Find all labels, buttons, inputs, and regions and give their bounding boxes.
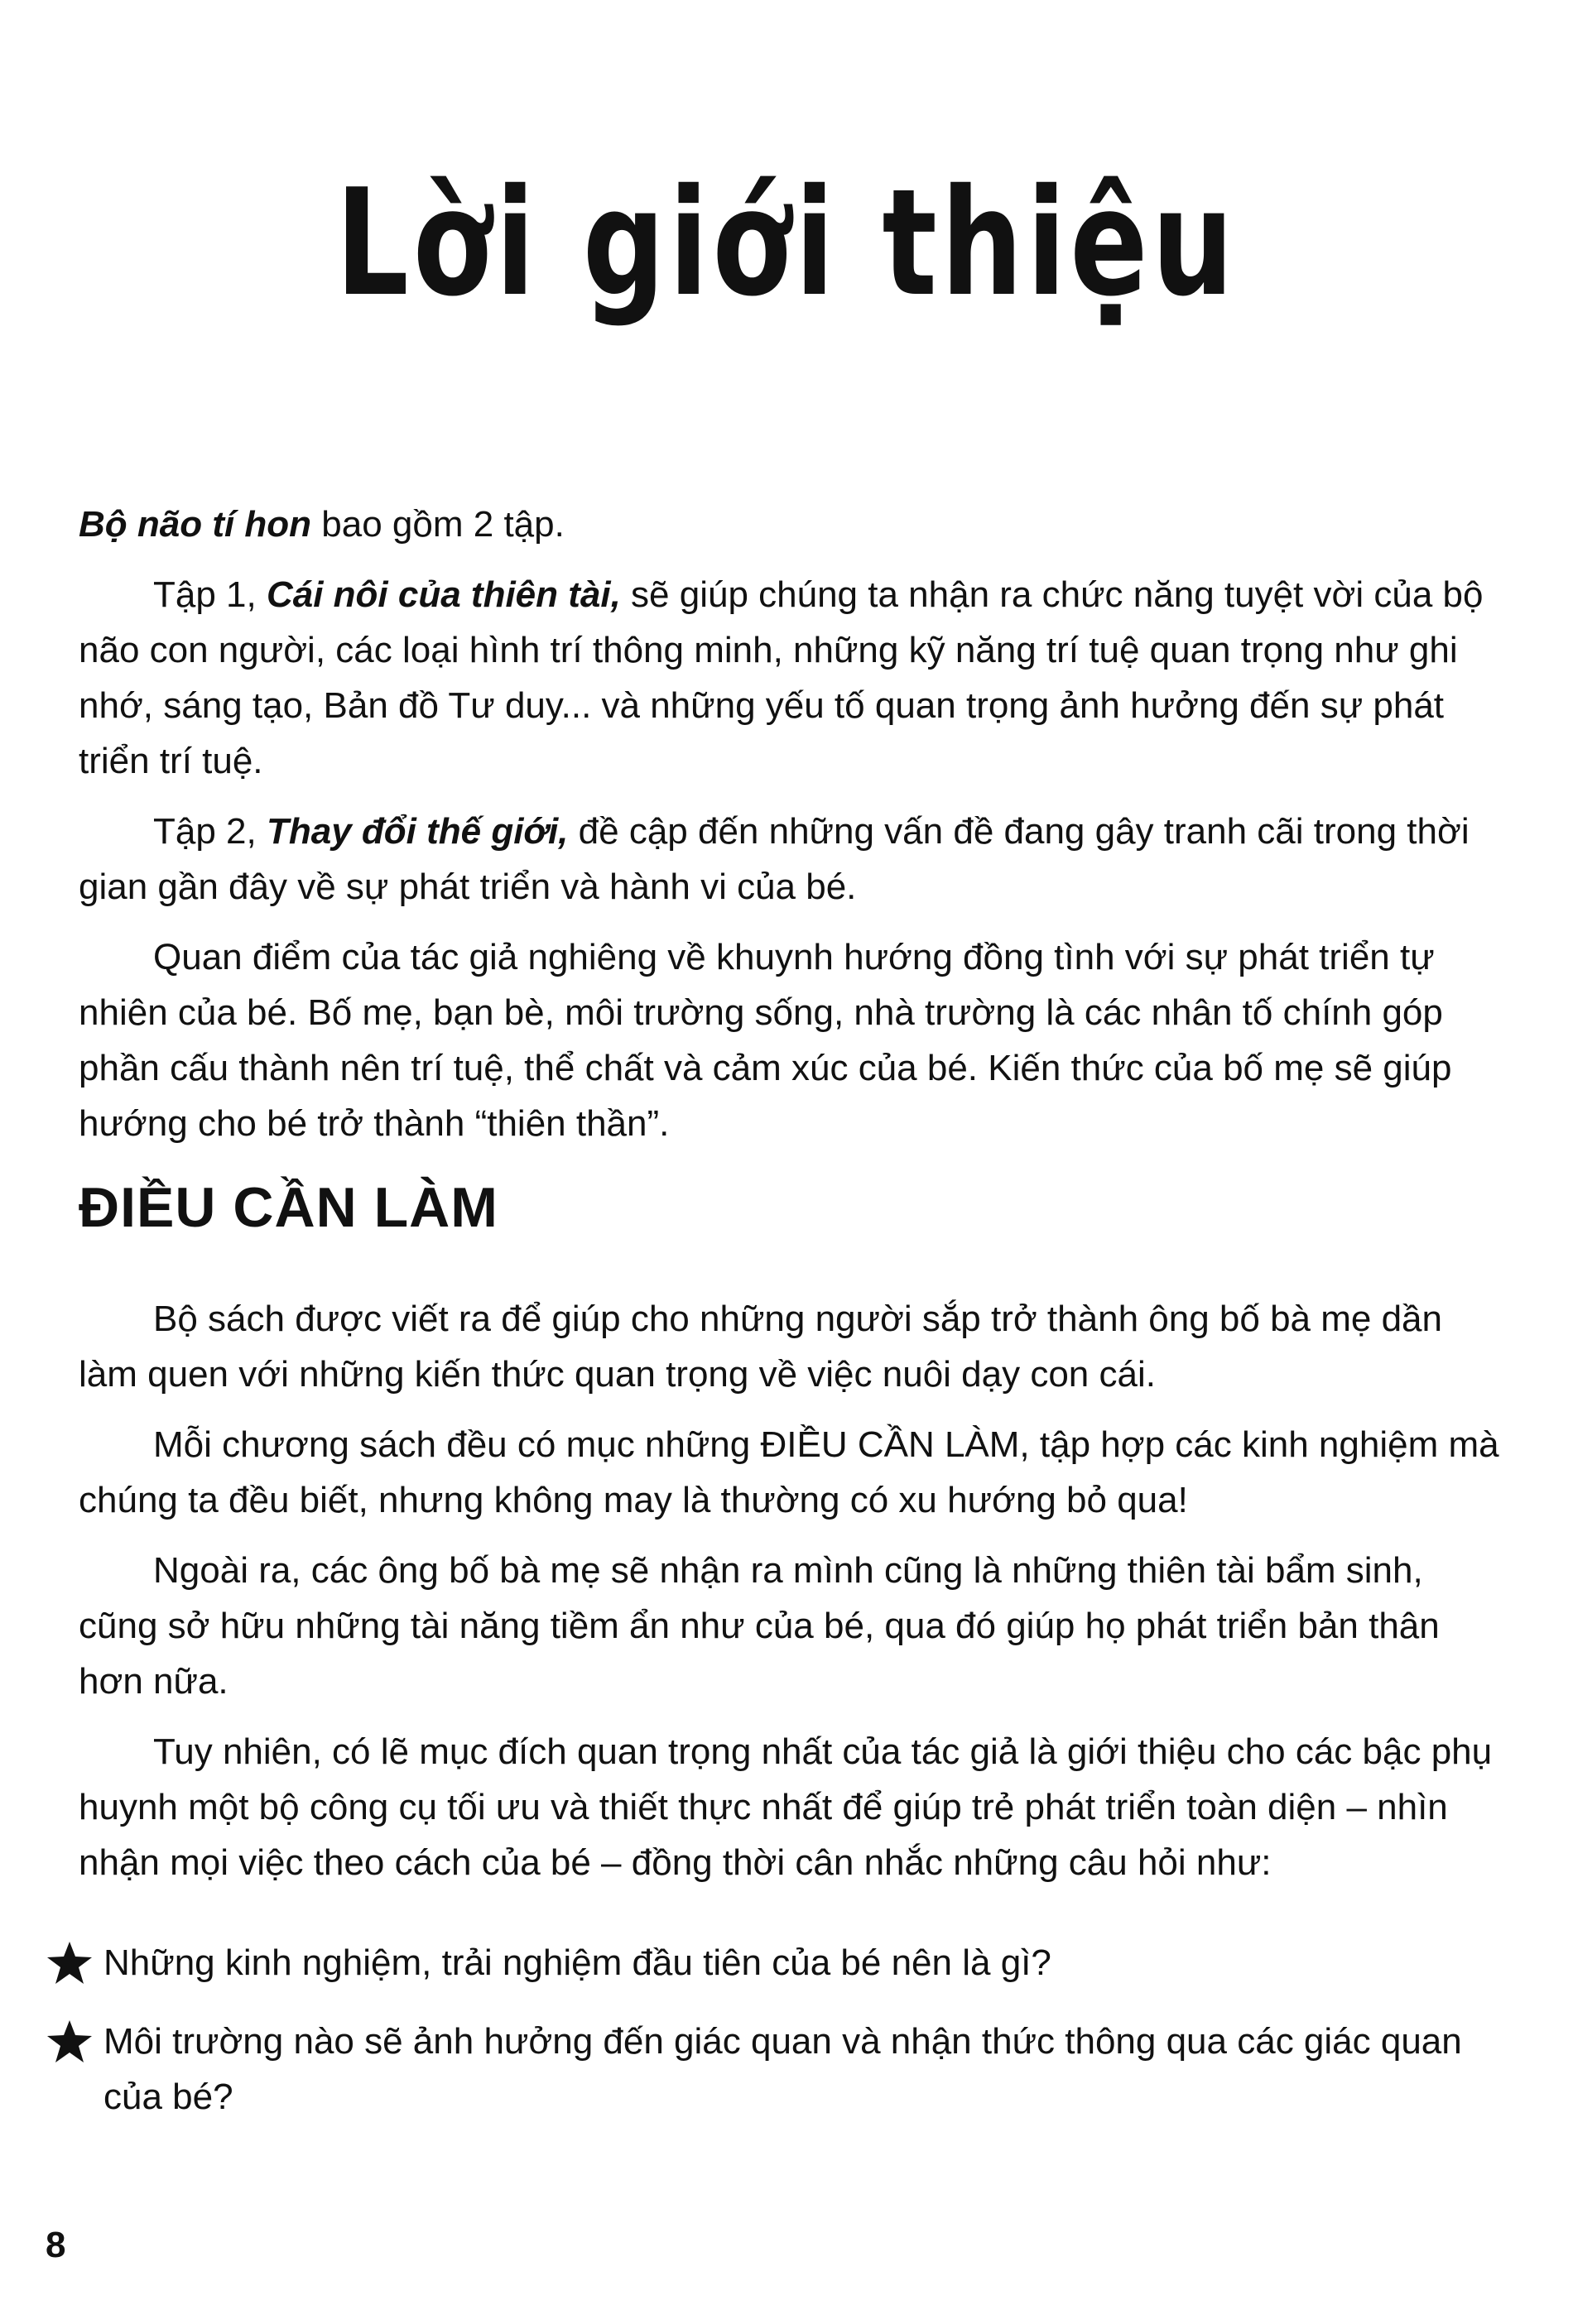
intro-paragraph-3-text: đề cập đến những vấn đề đang gây tranh cãi trong thời gian gần đây về sự phát triển và hành vi của bé. bbox=[79, 811, 1470, 907]
page-title: Lời giới thiệu bbox=[335, 157, 1238, 329]
intro-paragraph-2-text: sẽ giúp chúng ta nhận ra chức năng tuyệt vời của bộ não con người, các loại hình trí thông minh, những kỹ năng trí tuệ quan trọng như ghi nhớ, sáng tạo, Bản đồ Tư duy... và những yếu tố quan trọng ảnh hưởng đến sự phát triển trí tuệ. bbox=[79, 574, 1484, 781]
section-paragraph-1: Bộ sách được viết ra để giúp cho những người sắp trở thành ông bố bà mẹ dần làm quen với những kiến thức quan trọng về việc nuôi dạy con cái. bbox=[79, 1299, 1442, 1395]
intro-paragraph-1 bbox=[79, 497, 1503, 552]
volume-1-title: Cái nôi của thiên tài, bbox=[266, 574, 621, 615]
book-series-title: Bộ não tí hon bbox=[79, 504, 312, 545]
list-item-text: Những kinh nghiệm, trải nghiệm đầu tiên của bé nên là gì? bbox=[103, 1942, 1051, 1983]
list-item bbox=[46, 2014, 1511, 2125]
section-paragraph-2: Mỗi chương sách đều có mục những ĐIỀU CẦN LÀM, tập hợp các kinh nghiệm mà chúng ta đều biết, nhưng không may là thường có xu hướng bỏ qua! bbox=[79, 1424, 1499, 1520]
intro-section bbox=[79, 497, 1503, 1166]
list-item-text: Môi trường nào sẽ ảnh hưởng đến giác quan và nhận thức thông qua các giác quan của bé? bbox=[103, 2021, 1462, 2117]
intro-paragraph-3 bbox=[79, 804, 1503, 915]
intro-paragraph-4: Quan điểm của tác giả nghiêng về khuynh hướng đồng tình với sự phát triển tự nhiên của bé. Bố mẹ, bạn bè, môi trường sống, nhà trường là các nhân tố chính góp phần cấu thành nên trí tuệ, thể chất và cảm xúc của bé. Kiến thức của bố mẹ sẽ giúp hướng cho bé trở thành “thiên thần”. bbox=[79, 937, 1452, 1144]
volume-2-title: Thay đổi thế giới, bbox=[266, 811, 569, 852]
intro-paragraph-2 bbox=[79, 567, 1503, 789]
page-number: 8 bbox=[46, 2225, 66, 2265]
star-icon bbox=[46, 1935, 103, 1990]
volume-1-label: Tập 1, bbox=[153, 574, 267, 615]
section-paragraph-4: Tuy nhiên, có lẽ mục đích quan trọng nhất của tác giả là giới thiệu cho các bậc phụ huynh một bộ công cụ tối ưu và thiết thực nhất để giúp trẻ phát triển toàn diện – nhìn nhận mọi việc theo cách của bé – đồng thời cân nhắc những câu hỏi như: bbox=[79, 1731, 1493, 1883]
star-icon bbox=[46, 2014, 103, 2069]
question-list bbox=[46, 1935, 1511, 2148]
list-item bbox=[46, 1935, 1511, 1990]
section-heading: ĐIỀU CẦN LÀM bbox=[79, 1176, 498, 1239]
volume-2-label: Tập 2, bbox=[153, 811, 267, 852]
intro-paragraph-1-text: bao gồm 2 tập. bbox=[311, 504, 565, 545]
section-body bbox=[79, 1291, 1503, 1905]
section-paragraph-3: Ngoài ra, các ông bố bà mẹ sẽ nhận ra mình cũng là những thiên tài bẩm sinh, cũng sở hữu những tài năng tiềm ẩn như của bé, qua đó giúp họ phát triển bản thân hơn nữa. bbox=[79, 1550, 1440, 1702]
